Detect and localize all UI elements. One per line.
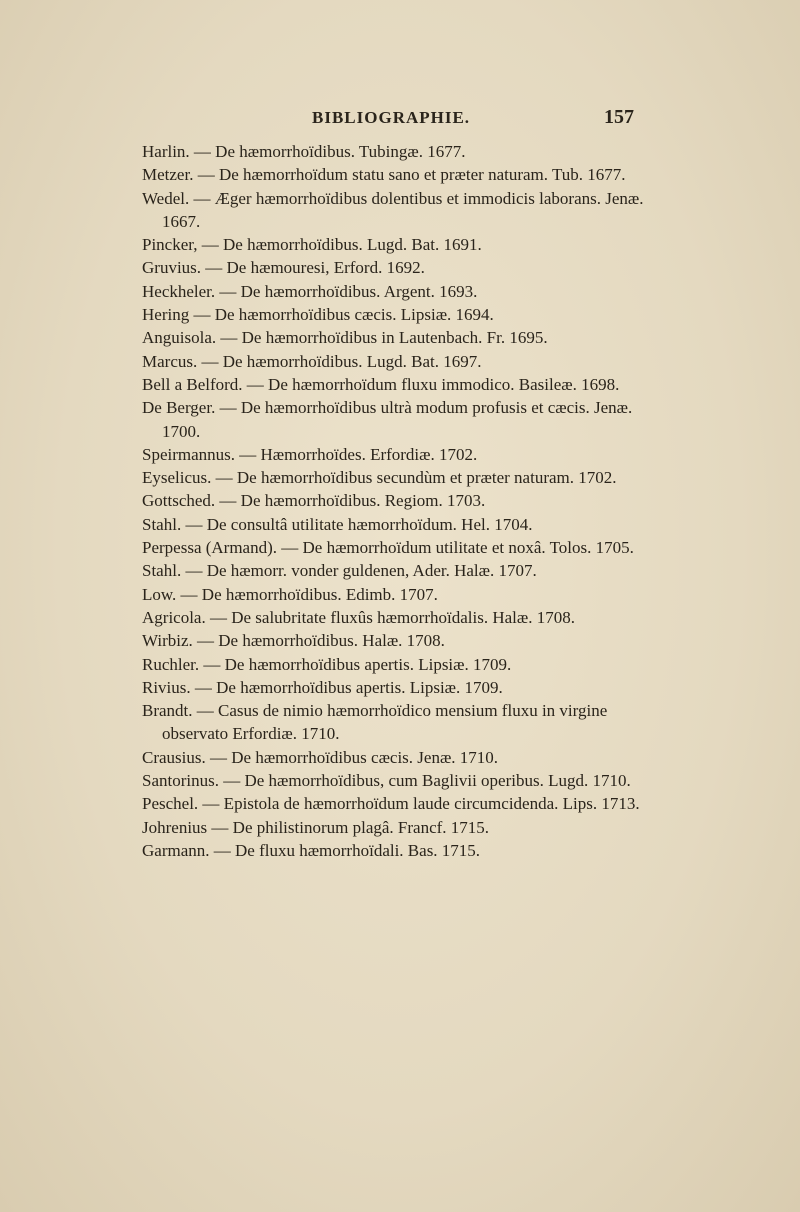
bibliography-entry: Stahl. — De consultâ utilitate hæmorrhoïdum. Hel. 1704. xyxy=(142,514,533,534)
bibliography-entry: Stahl. — De hæmorr. vonder guldenen, Ader. Halæ. 1707. xyxy=(142,561,537,581)
bibliography-entry: Perpessa (Armand). — De hæmorrhoïdum utilitate et noxâ. Tolos. 1705. xyxy=(142,538,634,558)
bibliography-entry: Hering — De hæmorrhoïdibus cæcis. Lipsiæ. 1694. xyxy=(142,305,494,325)
bibliography-entry: Rivius. — De hæmorrhoïdibus apertis. Lipsiæ. 1709. xyxy=(142,677,503,697)
running-title: BIBLIOGRAPHIE. xyxy=(312,108,471,127)
bibliography-entry: Wedel. — Æger hæmorrhoïdibus dolentibus et immodicis laborans. Jenæ. 1667. xyxy=(142,188,644,231)
bibliography-entry: Eyselicus. — De hæmorrhoïdibus secundùm et præter naturam. 1702. xyxy=(142,468,617,488)
page-number: 157 xyxy=(604,106,634,128)
bibliography-entry: Anguisola. — De hæmorrhoïdibus in Lautenbach. Fr. 1695. xyxy=(142,328,548,348)
bibliography-entry: Bell a Belford. — De hæmorrhoïdum fluxu immodico. Basileæ. 1698. xyxy=(142,374,620,394)
page-header xyxy=(0,104,800,138)
bibliography-entry: Wirbiz. — De hæmorrhoïdibus. Halæ. 1708. xyxy=(142,631,445,651)
bibliography-entry: Heckheler. — De hæmorrhoïdibus. Argent. 1693. xyxy=(142,281,478,301)
bibliography-list xyxy=(142,140,662,862)
bibliography-entry: Ruchler. — De hæmorrhoïdibus apertis. Lipsiæ. 1709. xyxy=(142,654,512,674)
bibliography-entry: Low. — De hæmorrhoïdibus. Edimb. 1707. xyxy=(142,584,438,604)
bibliography-entry: Brandt. — Casus de nimio hæmorrhoïdico mensium fluxu in virgine observato Erfordiæ. 1710. xyxy=(142,701,608,744)
bibliography-entry: Santorinus. — De hæmorrhoïdibus, cum Baglivii operibus. Lugd. 1710. xyxy=(142,771,631,791)
bibliography-entry: Harlin. — De hæmorrhoïdibus. Tubingæ. 1677. xyxy=(142,142,466,161)
bibliography-entry: Pincker, — De hæmorrhoïdibus. Lugd. Bat. 1691. xyxy=(142,235,482,255)
bibliography-entry: Gruvius. — De hæmouresi, Erford. 1692. xyxy=(142,258,425,278)
bibliography-entry: Garmann. — De fluxu hæmorrhoïdali. Bas. 1715. xyxy=(142,840,481,860)
bibliography-entry: Speirmannus. — Hæmorrhoïdes. Erfordiæ. 1702. xyxy=(142,444,478,464)
bibliography-entry: Peschel. — Epistola de hæmorrhoïdum laude circumcidenda. Lips. 1713. xyxy=(142,794,640,814)
bibliography-entry: Crausius. — De hæmorrhoïdibus cæcis. Jenæ. 1710. xyxy=(142,747,499,767)
bibliography-entry: Metzer. — De hæmorrhoïdum statu sano et præter naturam. Tub. 1677. xyxy=(142,165,626,185)
bibliography-entry: De Berger. — De hæmorrhoïdibus ultrà modum profusis et cæcis. Jenæ. 1700. xyxy=(142,398,633,441)
bibliography-entry: Agricola. — De salubritate fluxûs hæmorrhoïdalis. Halæ. 1708. xyxy=(142,607,575,627)
bibliography-entry: Marcus. — De hæmorrhoïdibus. Lugd. Bat. 1697. xyxy=(142,351,482,371)
bibliography-entry: Gottsched. — De hæmorrhoïdibus. Regiom. 1703. xyxy=(142,491,486,511)
bibliography-entry: Johrenius — De philistinorum plagâ. Francf. 1715. xyxy=(142,817,490,837)
